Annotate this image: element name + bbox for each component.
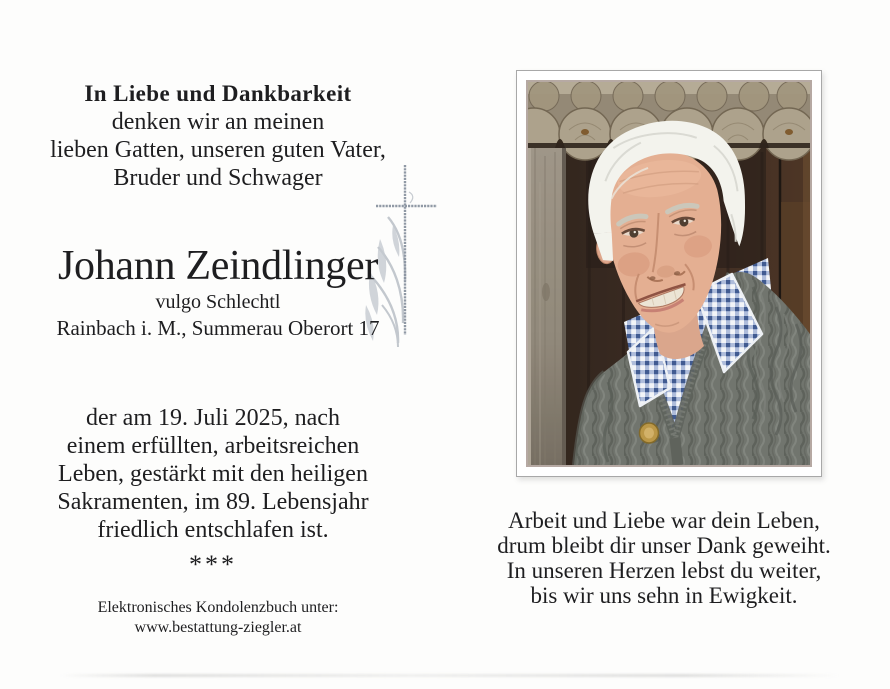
obituary-line-4: Sakramenten, im 89. Lebensjahr	[57, 489, 369, 515]
verse-line-1: Arbeit und Liebe war dein Leben,	[508, 508, 820, 533]
deceased-address: Rainbach i. M., Summerau Oberort 17	[56, 316, 380, 340]
verse-block	[483, 508, 845, 608]
intro-line-1: denken wir an meinen	[111, 109, 325, 135]
obituary-line-5: friedlich entschlafen ist.	[97, 517, 329, 543]
portrait-photo-mat	[526, 80, 812, 467]
intro-block	[8, 80, 428, 192]
obituary-line-1: der am 19. Juli 2025, nach	[86, 405, 340, 431]
intro-title: In Liebe und Dankbarkeit	[84, 81, 352, 106]
deceased-vulgo: vulgo Schlechtl	[155, 291, 281, 313]
deceased-block	[6, 242, 430, 341]
portrait-photo-frame	[516, 70, 822, 477]
obituary-block	[3, 404, 423, 544]
condolence-block	[8, 598, 428, 638]
scan-artifact	[60, 674, 840, 677]
intro-line-2: lieben Gatten, unseren guten Vater,	[50, 137, 386, 163]
asterisk-separator: ***	[189, 550, 237, 579]
obituary-line-2: einem erfüllten, arbeitsreichen	[66, 433, 360, 459]
verse-line-3: In unseren Herzen lebst du weiter,	[506, 558, 822, 583]
verse-line-4: bis wir uns sehn in Ewigkeit.	[530, 583, 798, 608]
intro-line-3: Bruder und Schwager	[113, 165, 323, 191]
condolence-line: Elektronisches Kondolenzbuch unter:	[97, 599, 339, 616]
verse-line-2: drum bleibt dir unser Dank geweiht.	[497, 533, 831, 558]
deceased-name: Johann Zeindlinger	[57, 243, 379, 289]
obituary-line-3: Leben, gestärkt mit den heiligen	[58, 461, 368, 487]
condolence-url: www.bestattung-ziegler.at	[134, 619, 302, 636]
portrait-photo	[528, 82, 810, 465]
